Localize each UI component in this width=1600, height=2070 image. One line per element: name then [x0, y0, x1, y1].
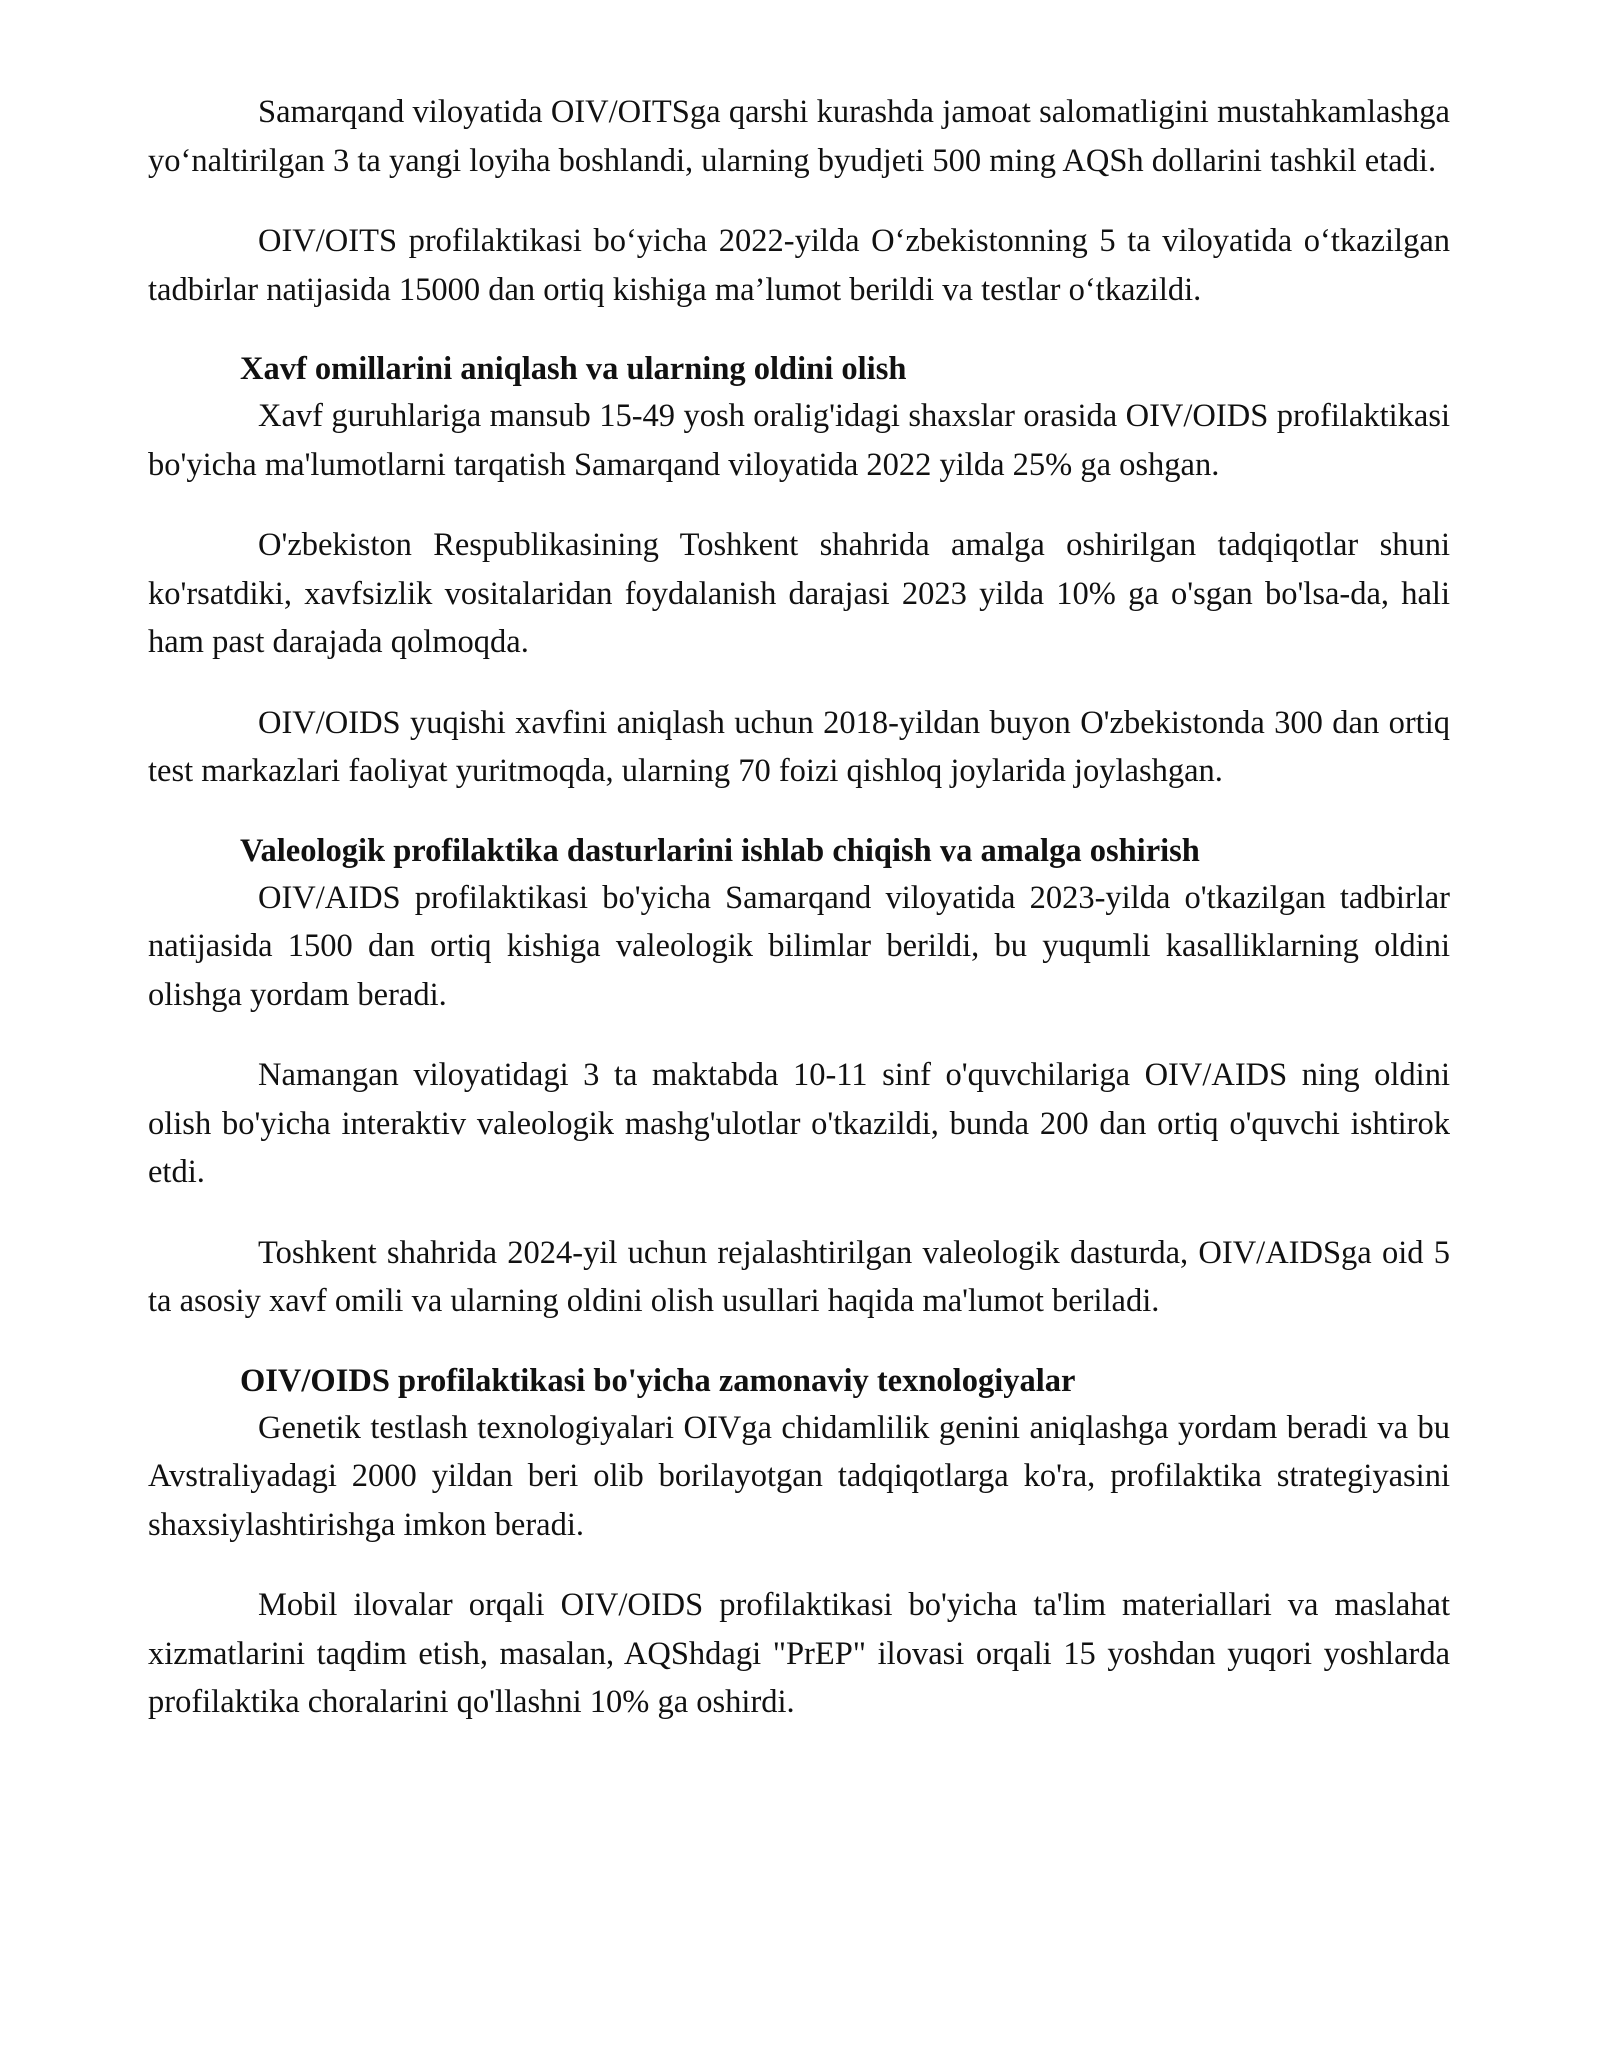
- risk-paragraph-3: OIV/OIDS yuqishi xavfini aniqlash uchun 2018-yildan buyon O'zbekistonda 300 dan ortiq test markazlari faoliyat yuritmoqda, ularning 70 foizi qishloq joylarida joylashgan.: [148, 704, 1450, 789]
- valeology-paragraph-3: Toshkent shahrida 2024-yil uchun rejalashtirilgan valeologik dasturda, OIV/AIDSga oid 5 ta asosiy xavf omili va ularning oldini olish usullari haqida ma'lumot beriladi.: [148, 1234, 1450, 1319]
- technology-paragraph-1: Genetik testlash texnologiyalari OIVga chidamlilik genini aniqlashga yordam beradi va bu Avstraliyadagi 2000 yildan beri olib borilayotgan tadqiqotlarga ko'ra, profilaktika strategiyasini shaxsiylashtirishga imkon beradi.: [148, 1409, 1450, 1543]
- risk-paragraph-2: O'zbekiston Respublikasining Toshkent shahrida amalga oshirilgan tadqiqotlar shuni ko'rsatdiki, xavfsizlik vositalaridan foydalanish darajasi 2023 yilda 10% ga o'sgan bo'lsa-da, hali ham past darajada qolmoqda.: [148, 527, 1450, 660]
- technology-paragraph-2: Mobil ilovalar orqali OIV/OIDS profilaktikasi bo'yicha ta'lim materiallari va maslahat xizmatlarini taqdim etish, masalan, AQShdagi "PrEP" ilovasi orqali 15 yoshdan yuqori yoshlarda profilaktika choralarini qo'llashni 10% ga oshirdi.: [148, 1587, 1450, 1720]
- section-modern-technologies: [148, 1358, 1450, 1727]
- intro-paragraph-1: Samarqand viloyatida OIV/OITSga qarshi kurashda jamoat salomatligini mustahkamlashga yo‘naltirilgan 3 ta yangi loyiha boshlandi, ularning byudjeti 500 ming AQSh dollarini tashkil etadi.: [148, 94, 1450, 179]
- section-heading-valeology: Valeologik profilaktika dasturlarini ishlab chiqish va amalga oshirish: [240, 832, 1200, 869]
- valeology-paragraph-2: Namangan viloyatidagi 3 ta maktabda 10-11 sinf o'quvchilariga OIV/AIDS ning oldini olish bo'yicha interaktiv valeologik mashg'ulotlar o'tkazildi, bunda 200 dan ortiq o'quvchi ishtirok etdi.: [148, 1057, 1450, 1190]
- risk-paragraph-1: Xavf guruhlariga mansub 15-49 yosh oralig'idagi shaxslar orasida OIV/OIDS profilaktikasi bo'yicha ma'lumotlarni tarqatish Samarqand viloyatida 2022 yilda 25% ga oshgan.: [148, 398, 1450, 483]
- valeology-paragraph-1: OIV/AIDS profilaktikasi bo'yicha Samarqand viloyatida 2023-yilda o'tkazilgan tadbirlar natijasida 1500 dan ortiq kishiga valeologik bilimlar berildi, bu yuqumli kasalliklarning oldini olishga yordam beradi.: [148, 879, 1450, 1013]
- section-risk-factors: [148, 346, 1450, 796]
- intro-paragraph-2: OIV/OITS profilaktikasi bo‘yicha 2022-yilda O‘zbekistonning 5 ta viloyatida o‘tkazilgan tadbirlar natijasida 15000 dan ortiq kishiga ma’lumot berildi va testlar o‘tkazildi.: [148, 223, 1450, 308]
- document-page: [148, 88, 1450, 1759]
- section-valeology-programs: [148, 828, 1450, 1326]
- section-heading-technologies: OIV/OIDS profilaktikasi bo'yicha zamonaviy texnologiyalar: [240, 1362, 1076, 1399]
- section-heading-risk-factors: Xavf omillarini aniqlash va ularning oldini olish: [240, 351, 907, 387]
